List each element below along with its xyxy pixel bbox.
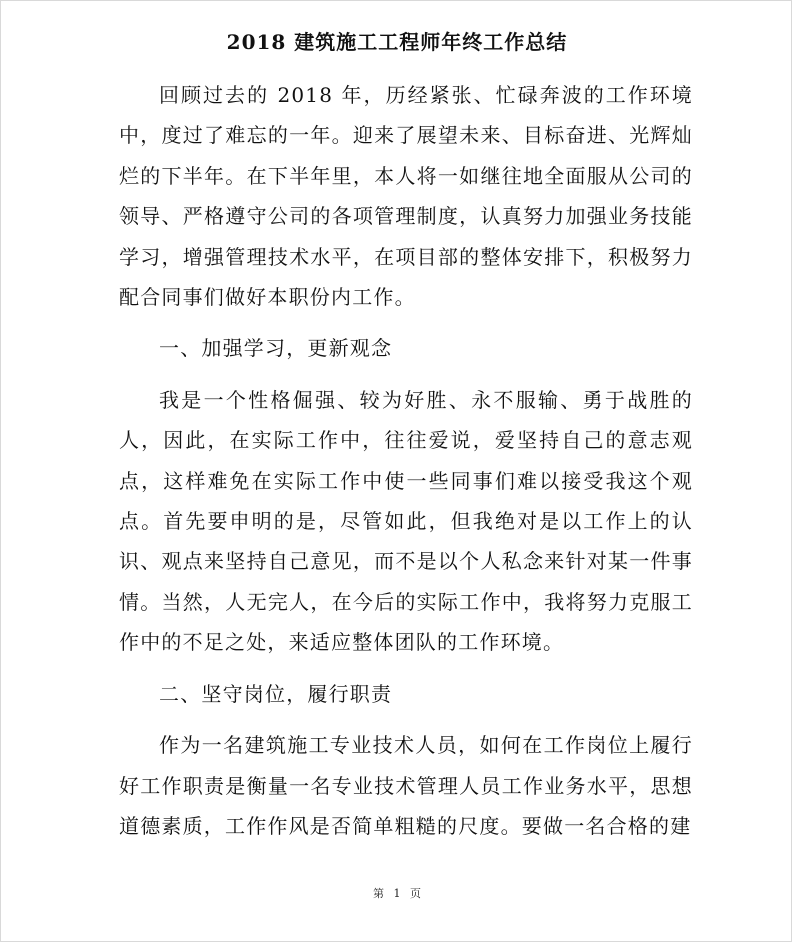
section-2-paragraph: 作为一名建筑施工专业技术人员，如何在工作岗位上履行好工作职责是衡量一名专业技术管理人员工作业务水平，思想道德素质，工作作风是否简单粗糙的尺度。要做一名合格的建 bbox=[119, 733, 693, 838]
page-footer bbox=[1, 885, 792, 901]
intro-paragraph: 回顾过去的 2018 年，历经紧张、忙碌奔波的工作环境中，度过了难忘的一年。迎来了展望未来、目标奋进、光辉灿烂的下半年。在下半年里，本人将一如继往地全面服从公司的领导、严格遵守公司的各项管理制度，认真努力加强业务技能学习，增强管理技术水平，在项目部的整体安排下，积极努力配合同事们做好本职份内工作。 bbox=[119, 83, 693, 310]
section-1-paragraph: 我是一个性格倔强、较为好胜、永不服输、勇于战胜的人，因此，在实际工作中，往往爱说，爱坚持自己的意志观点，这样难免在实际工作中使一些同事们难以接受我这个观点。首先要申明的是，尽管如此，但我绝对是以工作上的认识、观点来坚持自己意见，而不是以个人私念来针对某一件事情。当然，人无完人，在今后的实际工作中，我将努力克服工作中的不足之处，来适应整体团队的工作环境。 bbox=[119, 387, 693, 655]
page-number: 1 bbox=[393, 887, 401, 900]
document-body bbox=[119, 75, 693, 857]
section-heading-2: 二、坚守岗位，履行职责 bbox=[159, 681, 393, 706]
document-title: 2018 建筑施工工程师年终工作总结 bbox=[226, 30, 568, 54]
page-number-suffix: 页 bbox=[410, 887, 421, 900]
section-heading-1: 一、加强学习，更新观念 bbox=[159, 336, 393, 361]
page-number-prefix: 第 bbox=[373, 887, 384, 900]
